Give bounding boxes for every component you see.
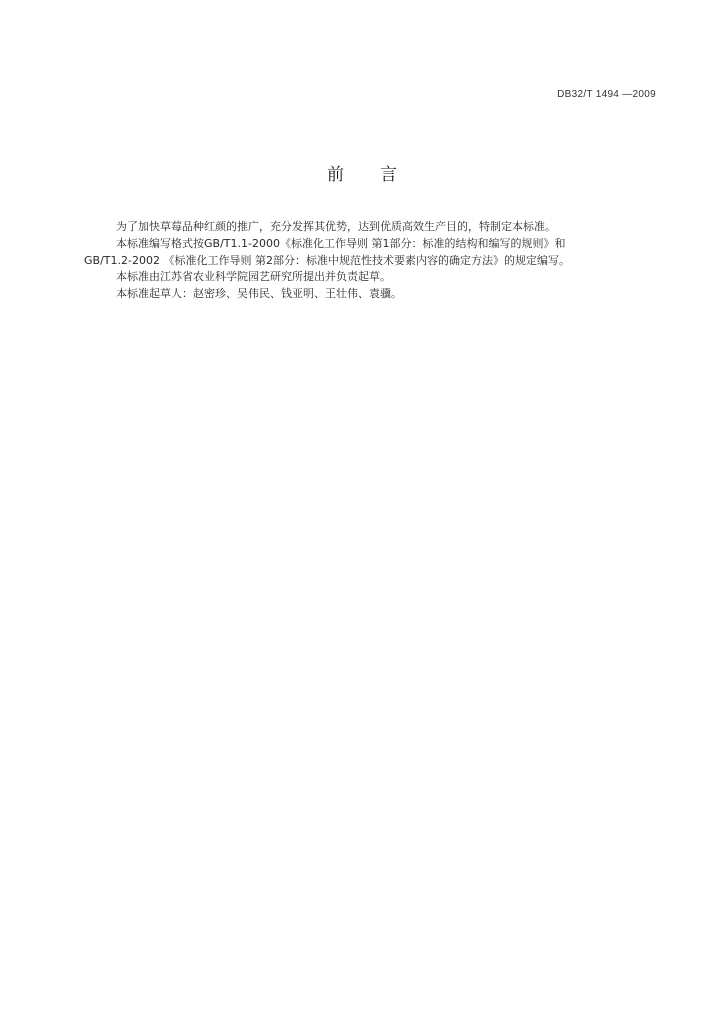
paragraph-purpose: 为了加快草莓品种红颜的推广，充分发挥其优势，达到优质高效生产目的，特制定本标准。 [116,220,556,233]
page-title: 前言 [327,165,433,185]
foreword-body [84,219,660,303]
paragraph-format-line2: GB/T1.2-2002 《标准化工作导则 第2部分：标准中规范性技术要素内容的确定方法》的规定编写。 [84,253,570,267]
paragraph-drafters: 本标准起草人：赵密珍、吴伟民、钱亚明、王壮伟、袁骥。 [116,287,402,301]
paragraph-proposer: 本标准由江苏省农业科学院园艺研究所提出并负责起草。 [116,270,391,284]
paragraph-format-line1: 本标准编写格式按GB/T1.1-2000《标准化工作导则 第1部分：标准的结构和编写的规则》和 [116,236,566,250]
document-code: DB32/T 1494 —2009 [557,89,656,100]
